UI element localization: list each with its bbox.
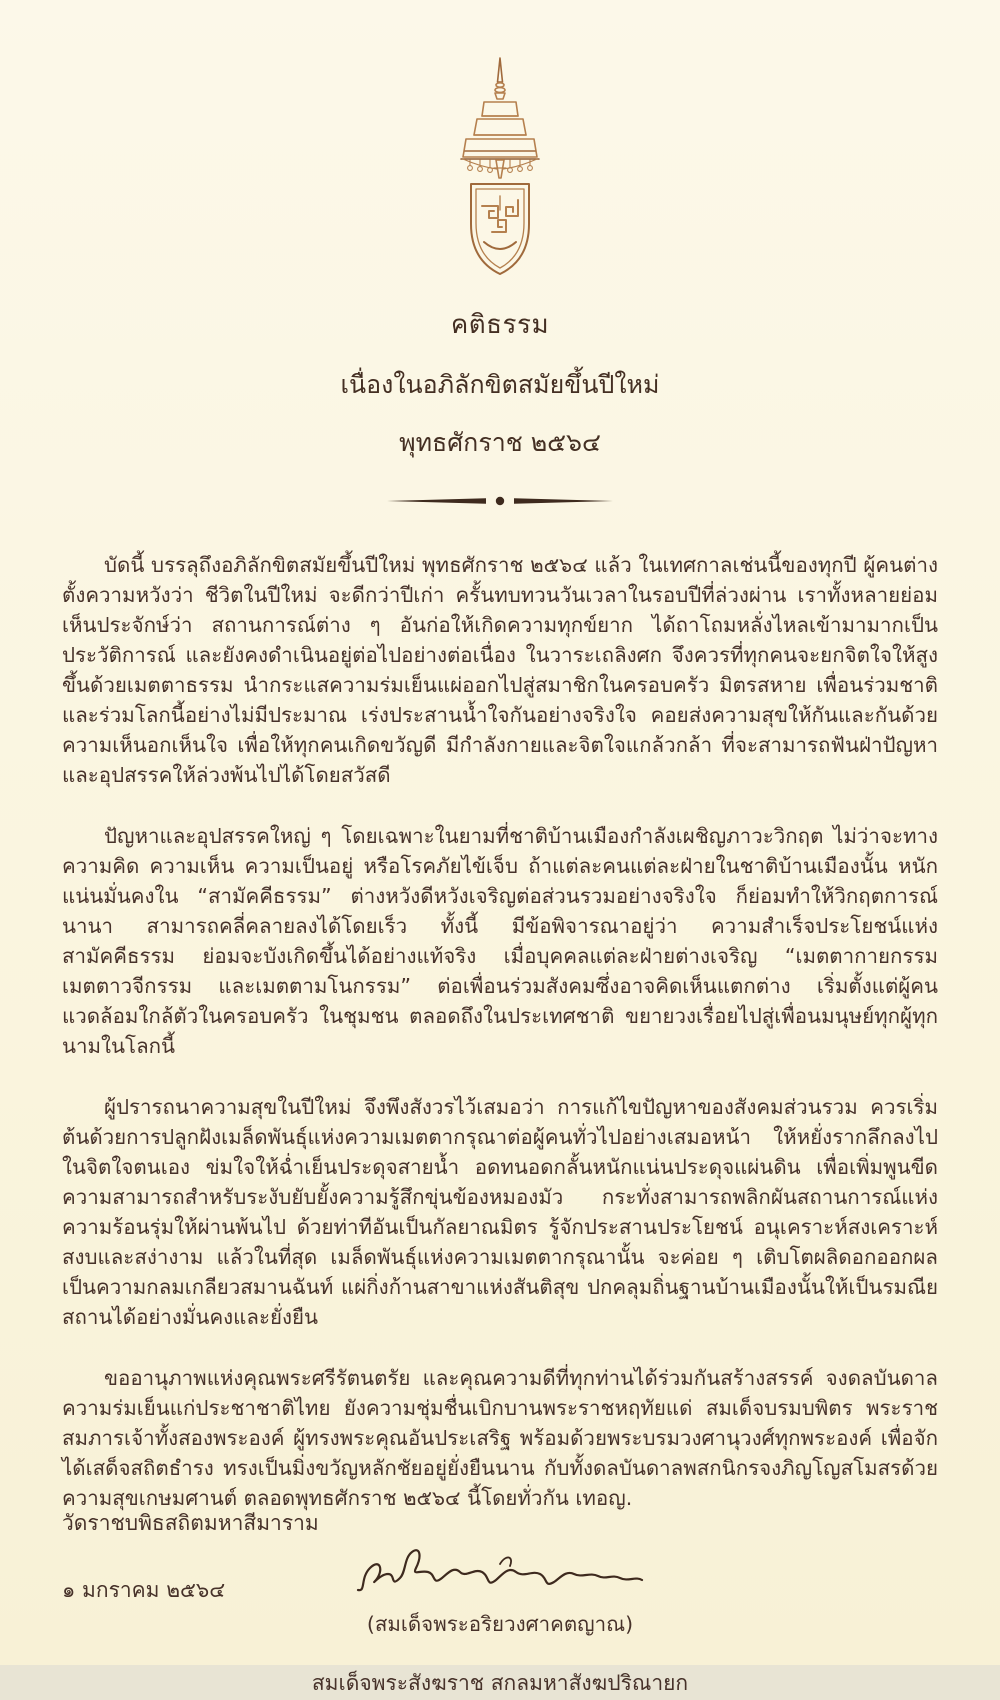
- doc-subtitle: เนื่องในอภิลักขิตสมัยขึ้นปีใหม่: [340, 370, 660, 399]
- supreme-patriarch-royal-cypher-emblem: [440, 56, 560, 290]
- title-block: [0, 304, 1000, 463]
- document-body: [62, 550, 938, 1513]
- signatory-name: (สมเด็จพระอริยวงศาคตญาณ): [366, 1612, 634, 1636]
- paragraph-3: ผู้ปรารถนาความสุขในปีใหม่ จึงพึงสังวรไว้เสมอว่า การแก้ไขปัญหาของสังคมส่วนรวม ควรเริ่มต้นด้วยการปลูกฝังเมล็ดพันธุ์แห่งความเมตตากรุณาต่อผู้คนทั่วไปอย่างเสมอหน้า ให้หยั่งรากลึกลงไปในจิตใจตนเอง ข่มใจให้ฉ่ำเย็นประดุจสายน้ำ อดทนอดกลั้นหนักแน่นประดุจแผ่นดิน เพื่อเพิ่มพูนขีดความสามารถสำหรับระงับยับยั้งความรู้สึกขุ่นข้องหมองมัว กระทั่งสามารถพลิกผันสถานการณ์แห่งความร้อนรุ่มให้ผ่านพ้นไป ด้วยท่าทีอันเป็นกัลยาณมิตร รู้จักประสานประโยชน์ อนุเคราะห์สงเคราะห์ สงบและสง่างาม แล้วในที่สุด เมล็ดพันธุ์แห่งความเมตตากรุณานั้น จะค่อย ๆ เติบโตผลิดอกออกผลเป็นความกลมเกลียวสมานฉันท์ แผ่กิ่งก้านสาขาแห่งสันติสุข ปกคลุมถิ่นฐานบ้านเมืองนั้นให้เป็นรมณียสถานได้อย่างมั่นคงและยั่งยืน: [62, 1095, 938, 1329]
- signatory-title: สมเด็จพระสังฆราช สกลมหาสังฆปริณายก: [311, 1671, 689, 1695]
- paragraph-2: ปัญหาและอุปสรรคใหญ่ ๆ โดยเฉพาะในยามที่ชาติบ้านเมืองกำลังเผชิญภาวะวิกฤต ไม่ว่าจะทางความคิด ความเห็น ความเป็นอยู่ หรือโรคภัยไข้เจ็บ ถ้าแต่ละคนแต่ละฝ่ายในชาติบ้านเมืองนั้น หนักแน่นมั่นคงใน “สามัคคีธรรม” ต่างหวังดีหวังเจริญต่อส่วนรวมอย่างจริงใจ ก็ย่อมทำให้วิกฤตการณ์นานา สามารถคลี่คลายลงได้โดยเร็ว ทั้งนี้ มีข้อพิจารณาอยู่ว่า ความสำเร็จประโยชน์แห่งสามัคคีธรรม ย่อมจะบังเกิดขึ้นได้อย่างแท้จริง เมื่อบุคคลแต่ละฝ่ายต่างเจริญ “เมตตากายกรรม เมตตาวจีกรรม และเมตตามโนกรรม” ต่อเพื่อนร่วมสังคมซึ่งอาจคิดเห็นแตกต่าง เริ่มตั้งแต่ผู้คนแวดล้อมใกล้ตัวในครอบครัว ในชุมชน ตลอดถึงในประเทศชาติ ขยายวงเรื่อยไปสู่เพื่อนมนุษย์ทุกผู้ทุกนามในโลกนี้: [62, 824, 938, 1058]
- doc-title: คติธรรม: [450, 310, 550, 340]
- document-footer: [62, 1507, 319, 1607]
- emblem-container: [0, 0, 1000, 294]
- ornamental-divider-icon: [385, 493, 615, 512]
- temple-name: วัดราชบพิธสถิตมหาสีมาราม: [62, 1511, 319, 1535]
- date-line: ๑ มกราคม ๒๕๖๔: [62, 1578, 226, 1602]
- handwritten-signature-icon: [350, 1544, 650, 1606]
- paragraph-4: ขออานุภาพแห่งคุณพระศรีรัตนตรัย และคุณความดีที่ทุกท่านได้ร่วมกันสร้างสรรค์ จงดลบันดาลความร่มเย็นแก่ประชาชาติไทย ยังความชุ่มชื่นเบิกบานพระราชหฤทัยแด่ สมเด็จบรมบพิตร พระราชสมภารเจ้าทั้งสองพระองค์ ผู้ทรงพระคุณอันประเสริฐ พร้อมด้วยพระบรมวงศานุวงศ์ทุกพระองค์ เพื่อจักได้เสด็จสถิตธำรง ทรงเป็นมิ่งขวัญหลักชัยอยู่ยั่งยืนนาน กับทั้งดลบันดาลพสกนิกรจงภิญโญสโมสรด้วยความสุขเกษมศานต์ ตลอดพุทธศักราช ๒๕๖๔ นี้โดยทั่วกัน เทอญ.: [62, 1366, 938, 1510]
- doc-year-line: พุทธศักราช ๒๕๖๔: [399, 428, 601, 457]
- paragraph-1: บัดนี้ บรรลุถึงอภิลักขิตสมัยขึ้นปีใหม่ พุทธศักราช ๒๕๖๔ แล้ว ในเทศกาลเช่นนี้ของทุกปี ผู้คนต่างตั้งความหวังว่า ชีวิตในปีใหม่ จะดีกว่าปีเก่า ครั้นทบทวนวันเวลาในรอบปีที่ล่วงผ่าน เราทั้งหลายย่อมเห็นประจักษ์ว่า สถานการณ์ต่าง ๆ อันก่อให้เกิดความทุกข์ยาก ได้ถาโถมหลั่งไหลเข้ามามากเป็นประวัติการณ์ และยังคงดำเนินอยู่ต่อไปอย่างต่อเนื่อง ในวาระเถลิงศก จึงควรที่ทุกคนจะยกจิตใจให้สูงขึ้นด้วยเมตตาธรรม นำกระแสความร่มเย็นแผ่ออกไปสู่สมาชิกในครอบครัว มิตรสหาย เพื่อนร่วมชาติ และร่วมโลกนี้อย่างไม่มีประมาณ เร่งประสานน้ำใจกันอย่างจริงใจ คอยส่งความสุขให้กันและกันด้วยความเห็นอกเห็นใจ เพื่อให้ทุกคนเกิดขวัญดี มีกำลังกายและจิตใจแกล้วกล้า ที่จะสามารถฟันฝ่าปัญหาและอุปสรรคให้ล่วงพ้นไปได้โดยสวัสดี: [62, 553, 938, 787]
